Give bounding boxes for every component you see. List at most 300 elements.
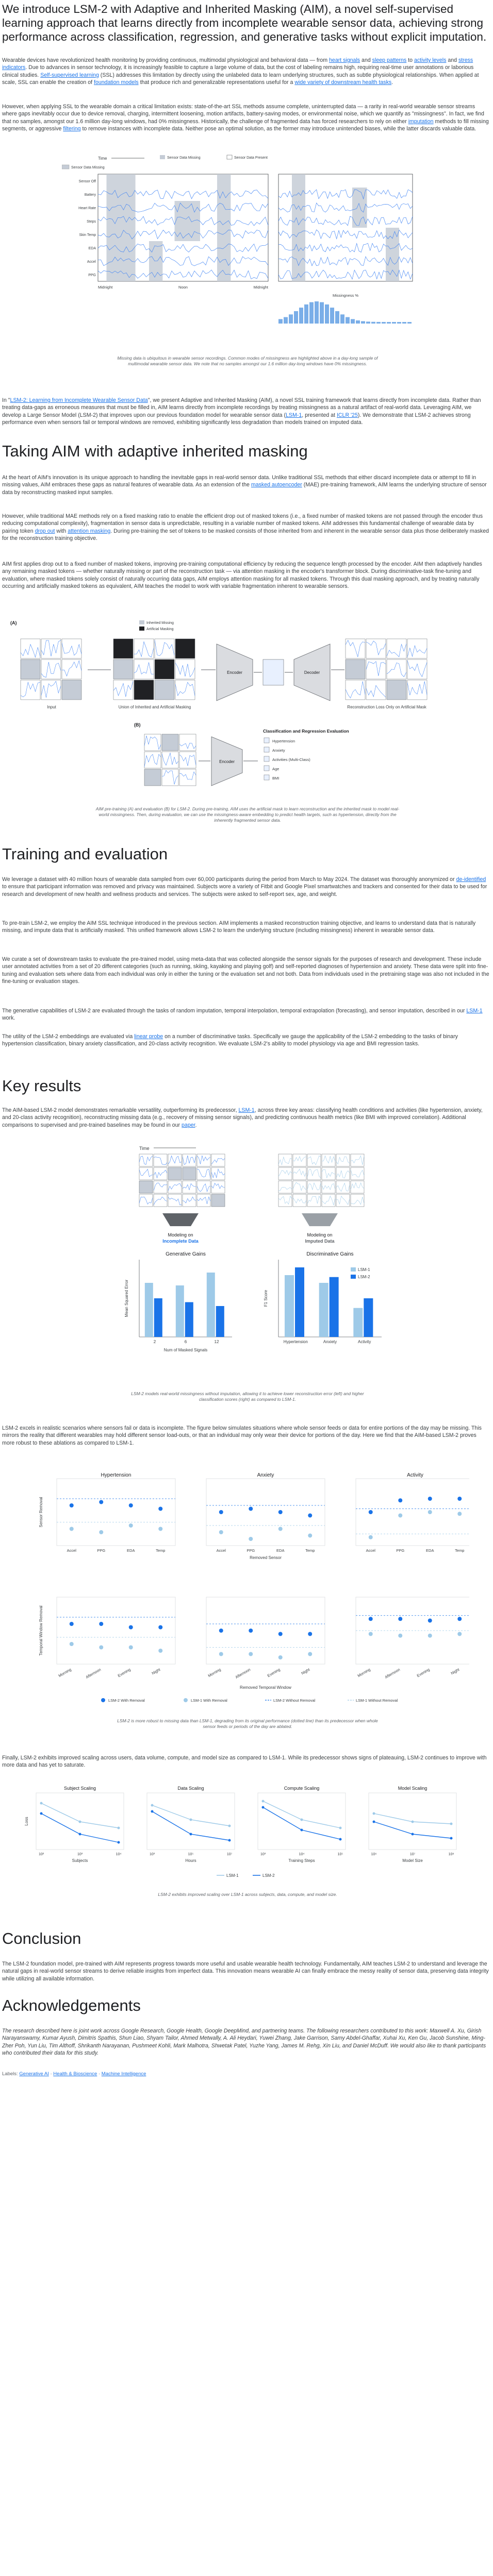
patch xyxy=(21,659,40,679)
link-lsm1-work[interactable]: LSM-1 xyxy=(466,1008,483,1014)
chart-title: Data Scaling xyxy=(177,1786,204,1791)
scaling-chart xyxy=(21,1783,474,1886)
point-lsm1 xyxy=(369,1632,373,1636)
incomplete-label-b: Incomplete Data xyxy=(162,1239,199,1244)
results-paragraph-1 xyxy=(2,1107,490,1129)
point-lsm1 xyxy=(99,1530,103,1534)
task-label: Activities (Multi-Class) xyxy=(272,757,310,762)
point-lsm2 xyxy=(457,1497,462,1501)
link-masked-autoencoder[interactable]: masked autoencoder xyxy=(251,482,302,488)
tick-label: PPG xyxy=(247,1548,255,1553)
patch xyxy=(387,680,406,700)
section-heading-training: Training and evaluation xyxy=(2,845,168,863)
chart-title: Hypertension xyxy=(101,1472,132,1478)
hist-bar xyxy=(335,311,339,324)
hist-bar xyxy=(366,321,370,324)
link-stress-indicators[interactable]: stress indicators xyxy=(2,57,473,71)
robustness-chart xyxy=(26,1468,469,1710)
text: . xyxy=(391,79,393,86)
bar-lsm-2 xyxy=(185,1302,193,1337)
bar-lsm-1 xyxy=(145,1283,153,1337)
x-axis-title: Subjects xyxy=(72,1858,88,1863)
bar-lsm-1 xyxy=(353,1308,363,1337)
tick-label: Evening xyxy=(266,1667,281,1679)
hist-bar xyxy=(309,302,314,324)
link-downstream-tasks[interactable]: wide variety of downstream health tasks xyxy=(294,79,392,86)
patch xyxy=(183,1154,196,1166)
decoder-label: Decoder xyxy=(304,670,320,675)
results-paragraph-2: LSM-2 excels in realistic scenarios where sensors fail or data is incomplete. The figure below simulates situations where whole sensor feeds or data for entire portions of the day may be missing. This mirrors the reality that different wearables may hold different sensor load-outs, or that an individual may only wear their device for portions of the day. Here we find that the AIM-based LSM-2 proves more robust to these ablations as compared to LSM-1. xyxy=(2,1425,482,1446)
task-icon xyxy=(264,766,269,771)
results-paragraph-3: Finally, LSM-2 exhibits improved scaling across users, data volume, compute, and model size as compared to LSM-1. While its predecessor shows signs of plateauing, LSM-2 continues to improve with more data and has yet to saturate. xyxy=(2,1755,487,1769)
page-title: We introduce LSM-2 with Adaptive and Inherited Masking (AIM), a novel self-supervised learning approach that learns directly from incomplete wearable sensor data, achieving strong performance across classification, regression, and generative tasks without explicit imputation. xyxy=(2,3,487,43)
legend-inherited-label: Inherited Missing xyxy=(146,621,174,625)
y-axis-title: Loss xyxy=(24,1817,29,1826)
hist-bar xyxy=(278,319,283,324)
tick-label: 10⁷ xyxy=(226,1853,233,1856)
text: We leverage a dataset with 40 million hours of wearable data sampled from over 60,000 participants during the period from March to May 2024. The dataset was thoroughly anonymized or xyxy=(2,876,456,883)
tick-label: EDA xyxy=(127,1548,135,1553)
patch xyxy=(139,1194,153,1207)
link-lsm1-results[interactable]: LSM-1 xyxy=(238,1107,255,1113)
tick-label: Morning xyxy=(57,1667,72,1679)
legend-missing-swatch xyxy=(62,165,69,169)
patch xyxy=(179,769,196,786)
legend-lsm2-label: LSM-2 xyxy=(358,1275,370,1279)
patch xyxy=(154,1194,167,1207)
point-lsm1 xyxy=(308,1652,312,1656)
input-label: Input xyxy=(47,705,56,709)
tick-label: PPG xyxy=(396,1548,405,1553)
point-lsm1 xyxy=(398,1634,402,1638)
link-paper[interactable]: paper xyxy=(182,1122,195,1128)
bar-lsm-2 xyxy=(295,1267,304,1337)
point-lsm2 xyxy=(158,1625,162,1630)
tick-label: 10⁶ xyxy=(371,1853,377,1856)
union-label: Union of Inherited and Artificial Masking xyxy=(118,705,191,709)
panel-a-label: (A) xyxy=(10,620,17,625)
tick-label: 6 xyxy=(184,1340,187,1344)
point-lsm1 xyxy=(428,1634,432,1638)
text: to remove instances with incomplete data. Neither pose an optimal solution, as the former may introduce unintended biases, while the latter discards valuable data. xyxy=(80,126,476,132)
point-lsm1 xyxy=(369,1535,373,1539)
label-machine-intelligence[interactable]: Machine Intelligence xyxy=(101,2071,146,2077)
patch xyxy=(346,680,365,700)
bar-lsm-2 xyxy=(154,1298,162,1337)
hist-bar xyxy=(382,322,386,324)
point-lsm2 xyxy=(219,1629,223,1633)
chart-title: Generative Gains xyxy=(166,1251,206,1257)
link-linear-probe[interactable]: linear probe xyxy=(134,1033,163,1040)
figure-scaling xyxy=(21,1783,474,1886)
patch xyxy=(407,639,427,658)
figure-robustness xyxy=(26,1468,469,1710)
patch xyxy=(387,639,406,658)
plot-area xyxy=(57,1597,175,1664)
point-lsm1 xyxy=(249,1652,253,1656)
tick-label: Accel xyxy=(216,1548,226,1553)
plot-area xyxy=(147,1793,235,1850)
section-heading-results: Key results xyxy=(2,1077,81,1095)
point-lsm1 xyxy=(158,1527,162,1531)
point-lsm2 xyxy=(129,1625,133,1630)
patch xyxy=(183,1181,196,1193)
hist-bar xyxy=(376,322,381,324)
tick-label: 10³ xyxy=(260,1853,266,1856)
legend-artificial-swatch xyxy=(139,626,144,631)
tick-label: Hypertension xyxy=(283,1340,308,1344)
patch xyxy=(366,639,386,658)
tick-label: Night xyxy=(450,1667,461,1676)
time-label: Time xyxy=(139,1146,150,1151)
point-lsm2 xyxy=(308,1632,312,1636)
classification-label: Classification and Regression Evaluation xyxy=(263,728,349,734)
link-filtering[interactable]: filtering xyxy=(63,126,81,132)
time-label: Time xyxy=(98,156,107,161)
x-axis-title: Num of Masked Signals xyxy=(163,1348,208,1352)
patch xyxy=(155,680,174,700)
point-lsm1 xyxy=(457,1632,462,1636)
patch xyxy=(155,659,174,679)
modality-label: EDA xyxy=(88,247,96,250)
text: work. xyxy=(2,1015,15,1022)
legend-missing-label: Sensor Data Missing xyxy=(71,166,105,170)
link-imputation[interactable]: imputation xyxy=(408,118,434,125)
patch xyxy=(113,659,133,679)
modality-label: Accel xyxy=(87,260,96,264)
point-lsm2 xyxy=(369,1510,373,1514)
y-axis-title: Mean Squared Error xyxy=(124,1279,129,1317)
x-label: Midnight xyxy=(253,285,268,290)
patch xyxy=(307,1154,321,1166)
link-self-supervised-learning[interactable]: Self-supervised learning xyxy=(40,72,99,78)
point-lsm1 xyxy=(219,1652,223,1656)
point-lsm2 xyxy=(428,1619,432,1623)
task-label: Age xyxy=(272,767,280,771)
hist-bar xyxy=(289,314,293,324)
missing-region xyxy=(107,174,136,281)
legend-inherited-swatch xyxy=(139,620,144,624)
tick-label: 10³ xyxy=(77,1853,83,1856)
patch xyxy=(336,1154,350,1166)
patch xyxy=(351,1194,364,1207)
text: with xyxy=(55,528,68,534)
missingness-diagram xyxy=(62,154,433,344)
tick-label: Activity xyxy=(357,1340,371,1344)
hist-bar xyxy=(402,322,406,324)
hist-bar xyxy=(320,302,324,324)
bar-lsm-1 xyxy=(319,1283,328,1337)
chart-title: Activity xyxy=(407,1472,423,1478)
tick-label: 10⁵ xyxy=(337,1853,343,1856)
point-lsm1 xyxy=(308,1534,312,1538)
point-lsm1 xyxy=(129,1523,133,1528)
plot-area xyxy=(206,1479,325,1546)
label-health-bioscience[interactable]: Health & Bioscience xyxy=(53,2071,97,2077)
point-lsm1 xyxy=(99,1646,103,1650)
aim-paragraph-3: AIM first applies drop out to a fixed number of masked tokens, improving pre-training computational efficiency by reducing the sequence length processed by the encoder. AIM then adaptively handles any remaining masked tokens — whether naturally missing or part of the reconstruction task — via attention masking in the encoder's transformer block. During discriminative-task fine-tuning and evaluation, where masked tokens solely consist of naturally occurring data gaps, AIM employs attention masking for all masked tokens. Through this dual masking approach, and by treating naturally occurring and artificially masked tokens as equivalent, AIM teaches the model to work with variable fragmentation inherent to wearable sensors. xyxy=(2,561,482,590)
hist-bar xyxy=(284,317,288,324)
tick-label: 2 xyxy=(153,1340,156,1344)
patch xyxy=(322,1181,335,1193)
point-lsm2 xyxy=(457,1617,462,1621)
text: . Due to advances in sensor technology, it is increasingly feasible to capture a large volume of data, but the cost of labeling remains high, requiring real-time user annotations or laborious clinical studies. xyxy=(2,64,474,78)
chart-title: Compute Scaling xyxy=(284,1786,320,1791)
legend-on-label: Sensor Data Present xyxy=(234,156,268,160)
bar-lsm-2 xyxy=(330,1277,339,1337)
figure-1-caption: Missing data is ubiquitous in wearable sensor recordings. Common modes of missingness are highlighted above in a day-long sample of multimodal wearable sensor data. We note that no samples amongst our 1.6 million day-long windows have 0% missingness. xyxy=(117,355,378,366)
patch xyxy=(197,1181,210,1193)
x-label: Noon xyxy=(178,285,188,290)
link-iclr[interactable]: ICLR '25 xyxy=(336,412,358,418)
figure-missingness xyxy=(62,154,433,344)
training-paragraph-1 xyxy=(2,876,490,898)
patch xyxy=(162,769,178,786)
imputed-label-b: Imputed Data xyxy=(305,1239,335,1244)
text: (MAE) pre-training framework, AIM learns the underlying structure of sensor data by reconstructing masked input samples. xyxy=(2,482,487,496)
point-lsm2 xyxy=(70,1622,74,1626)
hist-title: Missingness % xyxy=(332,293,359,298)
link-lsm2-paper[interactable]: LSM-2: Learning from Incomplete Wearable Sensor Data xyxy=(10,397,148,403)
hist-bar xyxy=(330,308,334,324)
text: ", we present Adaptive and Inherited Masking (AIM), a novel SSL training framework that learns directly from incomplete data. Rather than treating data-gaps as erroneous measures that must be filled in, AIM learns directly from incomplete recordings by treating missingness as a natural artifact of real-world data. Leveraging AIM, we develop a Large Sensor Model (LSM-2) that improves upon our previous foundation model for wearable sensor data ( xyxy=(2,397,481,418)
text: The AIM-based LSM-2 model demonstrates remarkable versatility, outperforming its predecessor, xyxy=(2,1107,239,1113)
patch xyxy=(168,1154,182,1166)
modality-label: PPG xyxy=(88,274,96,277)
intro-paragraph-2 xyxy=(2,103,490,133)
tick-label: 10² xyxy=(38,1853,44,1856)
link-lsm1[interactable]: LSM-1 xyxy=(286,412,302,418)
patch xyxy=(197,1154,210,1166)
removed-label: Removed Sensor xyxy=(250,1555,282,1560)
text: (SSL) addresses this limitation by directly using the unlabeled data to learn underlying structures, such as subtle physiological relationships. When applied at scale, SSL can enable the creation of xyxy=(2,72,479,86)
patch xyxy=(62,680,81,700)
encoder-label: Encoder xyxy=(227,670,242,675)
point-lsm2 xyxy=(369,1617,373,1621)
legend-artificial-label: Artificial Masking xyxy=(146,628,174,631)
point-lsm2 xyxy=(278,1510,283,1514)
text: The generative capabilities of LSM-2 are evaluated through the tasks of random imputation, temporal interpolation, temporal extrapolation (forecasting), and sensor imputation, described in our xyxy=(2,1008,467,1014)
training-paragraph-4 xyxy=(2,1007,490,1022)
tick-label: Afternoon xyxy=(85,1667,102,1680)
point-lsm2 xyxy=(219,1510,223,1514)
hist-bar xyxy=(351,319,355,324)
patch xyxy=(407,680,427,700)
patch xyxy=(134,659,154,679)
point-lsm2 xyxy=(398,1498,402,1502)
text: and xyxy=(446,57,458,63)
patch xyxy=(162,734,178,751)
link-activity-levels[interactable]: activity levels xyxy=(414,57,447,63)
tick-label: Temp xyxy=(156,1548,166,1553)
modality-label: Heart Rate xyxy=(78,207,96,210)
hist-bar xyxy=(346,317,350,324)
point-lsm2 xyxy=(158,1507,162,1511)
hist-bar xyxy=(371,322,375,324)
link-de-identified[interactable]: de-identified xyxy=(456,876,486,883)
hist-bar xyxy=(392,322,396,324)
legend-off-label: Sensor Data Missing xyxy=(167,156,201,160)
legend-lsm2-label: LSM-2 xyxy=(262,1873,275,1878)
text: The utility of the LSM-2 embeddings are evaluated via xyxy=(2,1033,135,1040)
tick-label: 10⁴ xyxy=(116,1853,122,1856)
hist-bar xyxy=(340,314,344,324)
modality-label: Battery xyxy=(84,193,96,197)
hist-bar xyxy=(397,322,401,324)
patch xyxy=(183,1194,196,1207)
patch xyxy=(175,680,195,700)
text: Wearable devices have revolutionized health monitoring by providing continuous, multimodal physiological and behavioral data — from xyxy=(2,57,330,63)
link-heart-signals[interactable]: heart signals xyxy=(329,57,360,63)
incomplete-model-shape xyxy=(162,1213,199,1226)
figure-aim-pipeline xyxy=(10,618,474,799)
point-lsm1 xyxy=(428,1510,432,1514)
patch xyxy=(322,1194,335,1207)
patch xyxy=(139,1181,153,1193)
point-lsm2 xyxy=(129,1503,133,1507)
point-lsm2 xyxy=(278,1632,283,1636)
link-attention-masking[interactable]: attention masking xyxy=(68,528,111,534)
hist-bar xyxy=(325,304,329,324)
panel-b-label: (B) xyxy=(134,722,141,727)
legend-label: LSM-2 Without Removal xyxy=(273,1698,316,1703)
link-drop-out[interactable]: drop out xyxy=(35,528,55,534)
legend-swatch xyxy=(101,1698,105,1702)
aim-paragraph-1 xyxy=(2,474,490,496)
plot-area xyxy=(356,1479,469,1546)
modality-label: Steps xyxy=(87,220,96,224)
row-label: Temporal Window Removal xyxy=(39,1605,43,1656)
section-heading-conclusion: Conclusion xyxy=(2,1929,81,1947)
text: methods to fill missing segments, or aggressive xyxy=(2,118,489,132)
task-icon xyxy=(264,756,269,761)
text: ). We demonstrate that LSM-2 achieves strong performance even when sensors fail or temporal windows are removed, exhibiting significantly less degradation than models trained on imputed data. xyxy=(2,412,471,426)
point-lsm2 xyxy=(99,1622,103,1626)
gains-diagram xyxy=(72,1144,423,1386)
x-axis-title: Model Size xyxy=(402,1858,423,1863)
labels-prefix: Labels: xyxy=(2,2071,18,2077)
patch xyxy=(41,659,61,679)
intro-paragraph-1 xyxy=(2,57,490,87)
chart-title: Discriminative Gains xyxy=(306,1251,354,1257)
bar-lsm-2 xyxy=(364,1298,373,1337)
tick-label: 10⁵ xyxy=(188,1853,194,1856)
imputed-label-a: Modeling on xyxy=(307,1232,333,1238)
legend-label: LSM-2 With Removal xyxy=(108,1698,145,1703)
aim-pipeline-diagram xyxy=(10,618,474,799)
text: In " xyxy=(2,397,10,403)
point-lsm1 xyxy=(129,1646,133,1650)
hist-bar xyxy=(304,304,308,324)
patch xyxy=(351,1167,364,1180)
x-label: Midnight xyxy=(98,285,113,290)
link-foundation-models[interactable]: foundation models xyxy=(94,79,139,86)
tick-label: Accel xyxy=(366,1548,375,1553)
tick-label: Morning xyxy=(207,1667,222,1679)
section-heading-acknowledgements: Acknowledgements xyxy=(2,1996,141,2014)
aim-paragraph-2 xyxy=(2,513,490,543)
patch xyxy=(278,1194,292,1207)
text: . During pre-training the set of tokens to be masked consists of those inherited from and inherent in the wearable sensor data plus those deliberately masked for the reconstruction training objective. xyxy=(2,528,489,542)
task-label: Anxiety xyxy=(272,748,285,753)
embedding-block xyxy=(263,659,284,685)
plot-area xyxy=(206,1597,325,1664)
section-heading-aim: Taking AIM with adaptive inherited masking xyxy=(2,442,308,460)
point-lsm2 xyxy=(249,1507,253,1511)
task-icon xyxy=(264,738,269,743)
hist-bar xyxy=(387,322,391,324)
incomplete-label-a: Modeling on xyxy=(168,1232,193,1238)
task-label: BMI xyxy=(272,776,280,781)
tick-label: 10⁸ xyxy=(448,1853,454,1856)
figure-2-caption: AIM pre-training (A) and evaluation (B) for LSM-2. During pre-training, AIM uses the artificial mask to learn reconstruction and the inherited mask to model real-world missingness. Then, during evaluation, we can use the missingness-aware embedding to predict health targets, such as hypertension, directly from the inherently fragmented sensor data. xyxy=(95,806,400,823)
link-sleep-patterns[interactable]: sleep patterns xyxy=(372,57,407,63)
legend-on-swatch xyxy=(227,155,232,159)
modality-label: Skin Temp xyxy=(79,233,96,237)
tick-label: 10³ xyxy=(149,1853,155,1856)
encoder-b-label: Encoder xyxy=(219,759,235,764)
text: to xyxy=(406,57,414,63)
acknowledgements-paragraph: The research described here is joint work across Google Research, Google Health, Google DeepMind, and partnering teams. The following researchers contributed to this work: Maxwell A. Xu, Girish Narayanswamy, Kumar Ayush, Dimitris Spathis, Shun Liao, Shyam Tailor, Ahmed Metwally, A. Ali Heydari, Yuwei Zhang, Jake Garrison, Samy Abdel-Ghaffar, Xuhai Xu, Ken Gu, Jacob Sunshine, Ming-Zher Poh, Yun Liu, Tim Althoff, Shrikanth Narayanan, Pushmeet Kohli, Mark Malhotra, Shwetak Patel, Yuzhe Yang, James M. Rehg, Xin Liu, and Daniel McDuff. We would also like to thank participants who contributed their data for this study. xyxy=(2,2028,486,2057)
bar-lsm-1 xyxy=(207,1273,215,1337)
patch xyxy=(351,1154,364,1166)
point-lsm1 xyxy=(158,1649,162,1653)
training-paragraph-2: To pre-train LSM-2, we employ the AIM SSL technique introduced in the previous section. AIM implements a masked reconstruction training objective, and learns to understand data that is naturally missing, and impute data that is artificially masked. This unified framework allows LSM-2 to learn the underlying structure (including missingness) inherent in wearable sensor data. xyxy=(2,920,476,934)
patch xyxy=(113,639,133,658)
patch xyxy=(211,1194,225,1207)
patch xyxy=(183,1167,196,1180)
hist-bar xyxy=(315,301,319,324)
hist-bar xyxy=(356,320,360,324)
point-lsm1 xyxy=(457,1512,462,1516)
training-paragraph-3: We curate a set of downstream tasks to evaluate the pre-trained model, using meta-data that was collected alongside the sensor signals for the purposes of research and development. These include user annotated activities from a set of 20 different categories (such as running, skiing, kayaking and playing golf) and self-reported diagnoses of hypertension and anxiety. These data were split into fine-tuning and evaluation sets where data from each individual was only in either the tuning or the evaluation set and not both. Data from individuals used in the pretraining stage was also not included in the fine-tuning or evaluation stages. xyxy=(2,956,489,985)
conclusion-paragraph: The LSM-2 foundation model, pre-trained with AIM represents progress towards more useful and usable wearable health technology. Fundamentally, AIM teaches LSM-2 to understand and leverage the natural gaps in real-world sensor streams to derive reliable insights from imperfect data. This innovation means wearable AI can finally embrace the messy reality of sensor data, preserving data integrity while utilizing all available information. xyxy=(2,1961,489,1982)
text: However, when applying SSL to the wearable domain a critical limitation exists: state-of-the-art SSL methods assume complete, uninterrupted data — a rarity in real-world wearable sensor streams where gaps inevitably occur due to device removal, charging, intermittent loosening, motion artifacts, battery-saving modes, or environmental noise, which we quantify as "missingness". In fact, we find that no samples, amongst our 1.6 million day-long windows, had 0% missingness. Historically, the challenge of fragmented data has forced researchers to rely on either xyxy=(2,104,484,125)
hist-bar xyxy=(299,308,303,324)
tick-label: 10⁷ xyxy=(409,1853,416,1856)
point-lsm2 xyxy=(99,1500,103,1504)
imputed-model-shape xyxy=(302,1213,338,1226)
x-axis-title: Hours xyxy=(185,1858,196,1863)
training-paragraph-5 xyxy=(2,1033,490,1048)
patch xyxy=(175,639,195,658)
point-lsm1 xyxy=(70,1642,74,1646)
legend-label: LSM-1 With Removal xyxy=(191,1698,227,1703)
row-label: Sensor Removal xyxy=(39,1497,43,1528)
modality-label: Sensor Off xyxy=(78,180,96,183)
patch xyxy=(346,659,365,679)
tick-label: Night xyxy=(151,1667,161,1676)
hist-bar xyxy=(361,321,365,324)
figure-3-caption: LSM-2 models real-world missingness without imputation, allowing it to achieve lower reconstruction error (left) and higher classification scores (right) as compared to LSM-1. xyxy=(131,1391,364,1402)
chart-title: Subject Scaling xyxy=(63,1786,96,1791)
tick-label: Afternoon xyxy=(234,1667,252,1680)
tick-label: EDA xyxy=(276,1548,285,1553)
task-label: Hypertension xyxy=(272,739,295,743)
tick-label: Temp xyxy=(455,1548,465,1553)
chart-title: Model Scaling xyxy=(398,1786,428,1791)
patch xyxy=(407,659,427,679)
tick-label: Temp xyxy=(305,1548,315,1553)
intro-paragraph-3 xyxy=(2,397,490,427)
point-lsm2 xyxy=(70,1503,74,1507)
text: . xyxy=(195,1122,197,1128)
patch xyxy=(155,639,174,658)
plot-area xyxy=(57,1479,175,1546)
recon-label: Reconstruction Loss Only on Artificial Mask xyxy=(347,705,426,709)
label-generative-ai[interactable]: Generative AI xyxy=(19,2071,49,2077)
point-lsm2 xyxy=(308,1514,312,1518)
